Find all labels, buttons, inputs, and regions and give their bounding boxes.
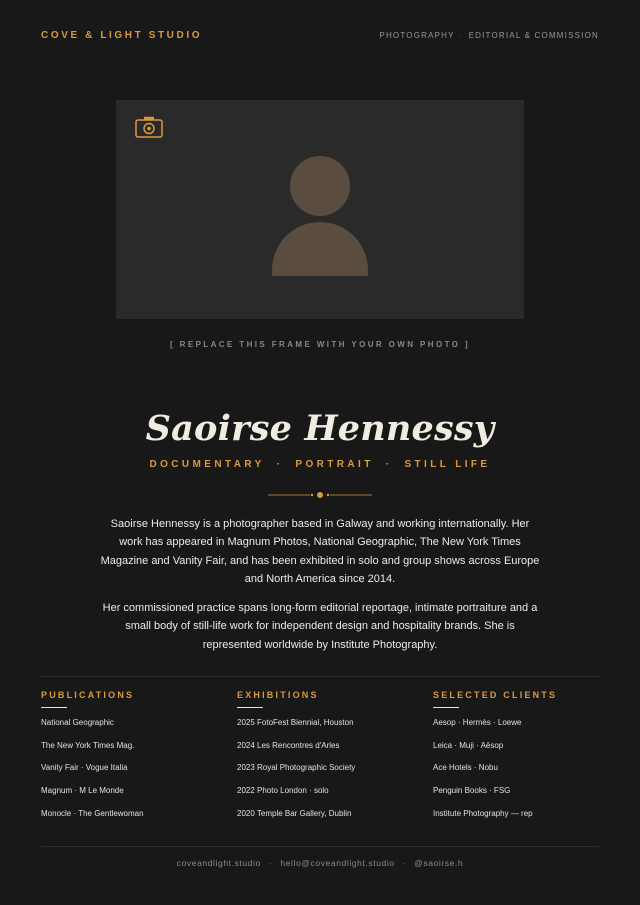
list-item: 2023 Royal Photographic Society [237,763,356,773]
site-footer [0,858,640,868]
brand-logo[interactable]: COVE & LIGHT STUDIO [41,30,203,41]
list-item: The New York Times Mag. [41,740,135,750]
nav-item-photography[interactable]: PHOTOGRAPHY [379,31,455,40]
photo-frame[interactable] [116,100,524,319]
specialty-still-life: STILL LIFE [404,459,491,470]
section-divider [41,676,599,677]
list-item: 2022 Photo London · solo [237,786,329,796]
bio-paragraph: Saoirse Hennessy is a photographer based in Galway and working internationally. Her work has appeared in Magnum Photos, National Geographic, The New York Times Magazine and Vanity Fair, and has been exhibited in solo and group shows across Europe and North America since 2014. [100,518,540,585]
column-title: PUBLICATIONS [41,690,135,700]
specialty-documentary: DOCUMENTARY [149,459,265,470]
photographer-name: Saoirse Hennessy [145,408,495,449]
list-item: Ace Hotels · Nobu [433,763,498,773]
publications-column [41,690,211,829]
column-rule [433,707,459,708]
footer-social-handle[interactable]: @saoirse.h [414,858,464,868]
list-item: 2024 Les Rencontres d'Arles [237,740,340,750]
list-item: Leica · Muji · Aēsop [433,740,504,750]
specialties [0,459,640,470]
footer-website-link[interactable]: coveandlight.studio [176,858,261,868]
list-item: 2020 Temple Bar Gallery, Dublin [237,808,352,818]
list-item: National Geographic [41,718,114,727]
footer-email-link[interactable]: hello@coveandlight.studio [280,858,395,868]
list-item: Vanity Fair · Vogue Italia [41,763,128,773]
column-rule [41,707,67,708]
exhibitions-column [237,690,407,829]
site-header [41,30,599,44]
footer-separator: · [402,858,407,868]
specialty-portrait: PORTRAIT [295,459,374,470]
avatar-placeholder-body [272,222,368,276]
list-item: Penguin Books · FSG [433,786,511,796]
column-title: EXHIBITIONS [237,690,319,700]
ornament-divider [268,490,372,500]
nav-separator: · [459,31,464,40]
list-item: Institute Photography — rep [433,808,533,818]
specialty-separator: · [385,459,393,470]
photo-caption: [ REPLACE THIS FRAME WITH YOUR OWN PHOTO ] [169,340,471,349]
list-item: 2025 FotoFest Biennial, Houston [237,718,354,727]
list-item: Magnum · M Le Monde [41,786,124,796]
bio-paragraph: Her commissioned practice spans long-form editorial reportage, intimate portraiture and a small body of still-life work for independent design and hospitality brands. She is represented worldwide by Institute Photography. [102,602,538,651]
specialty-separator: · [276,459,284,470]
nav-item-editorial[interactable]: EDITORIAL & COMMISSION [468,31,599,40]
footer-divider [41,846,599,847]
list-item: Monocle · The Gentlewoman [41,808,144,818]
camera-icon [135,116,163,138]
avatar-placeholder-head [290,156,350,216]
column-rule [237,707,263,708]
clients-column [433,690,603,829]
footer-separator: · [268,858,273,868]
header-nav [379,31,599,40]
list-item: Aesop · Hermès · Loewe [433,718,522,727]
column-title: SELECTED CLIENTS [433,690,558,700]
